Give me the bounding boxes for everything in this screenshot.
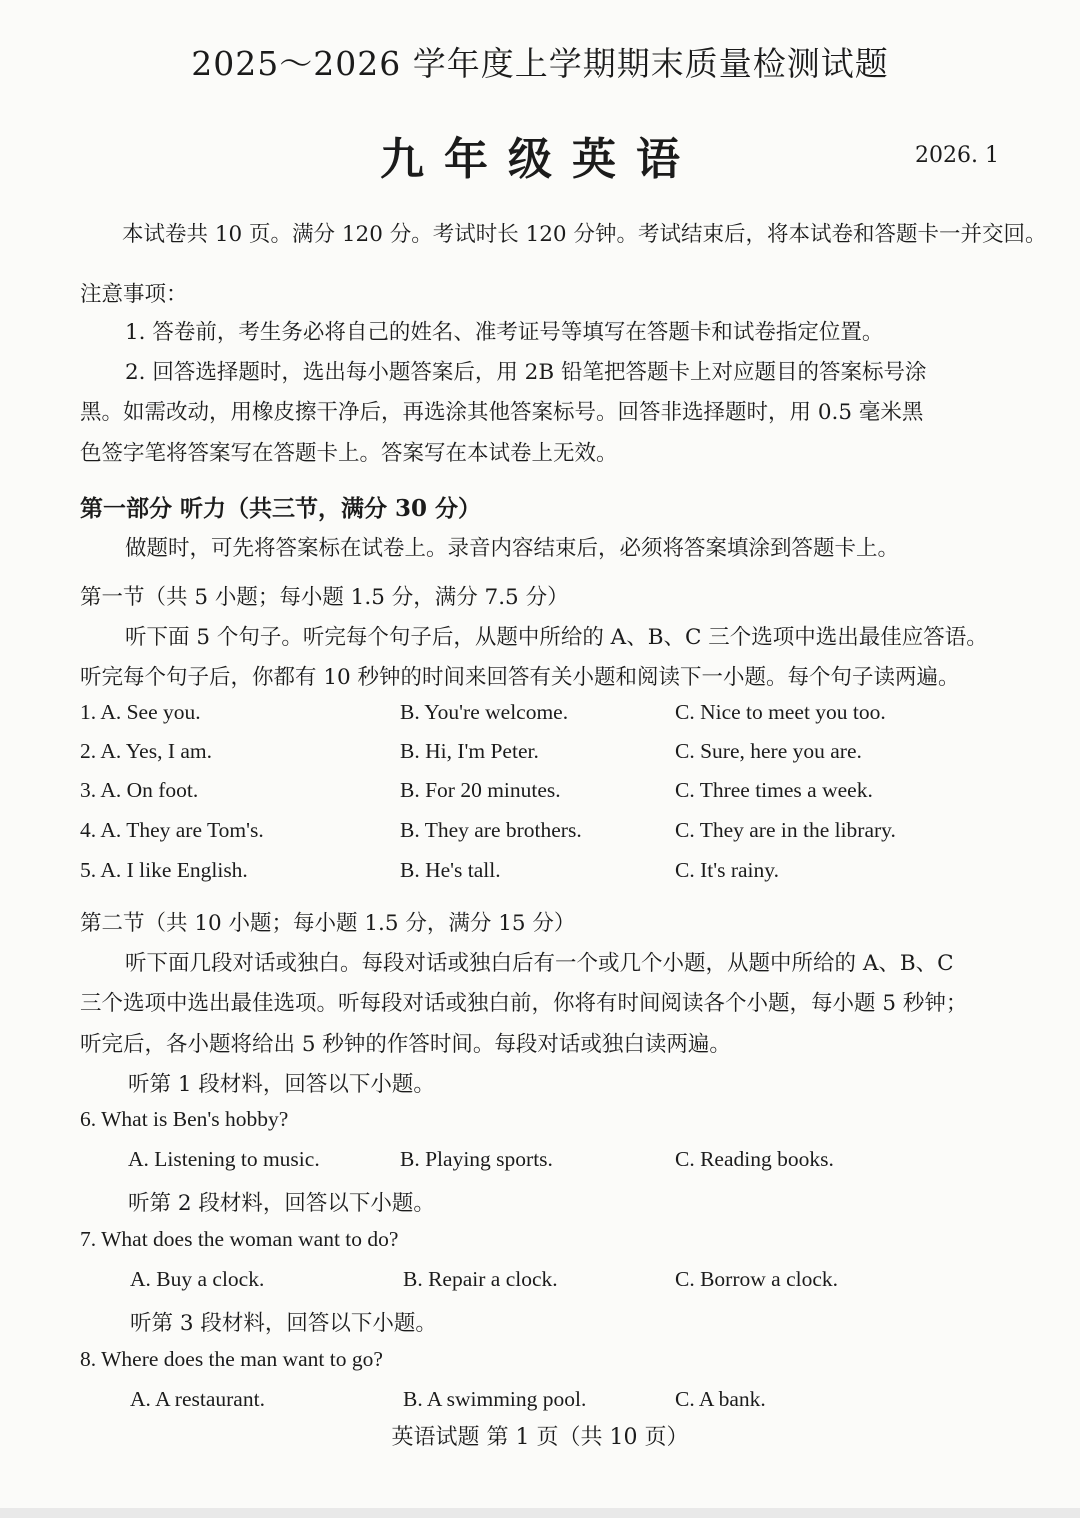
question-7: 7. What does the woman want to do? xyxy=(80,1227,399,1251)
section1-heading: 第一节（共 5 小题；每小题 1.5 分，满分 7.5 分） xyxy=(80,585,569,610)
section1-instruction: 听下面 5 个句子。听完每个句子后，从题中所给的 A、B、C 三个选项中选出最佳应答语。 xyxy=(125,625,988,650)
exam-intro: 本试卷共 10 页。满分 120 分。考试时长 120 分钟。考试结束后，将本试卷和答题卡一并交回。 xyxy=(122,222,1047,247)
material-cue: 听第 2 段材料，回答以下小题。 xyxy=(128,1191,435,1216)
section2-instruction: 听下面几段对话或独白。每段对话或独白后有一个或几个小题，从题中所给的 A、B、C xyxy=(125,951,954,976)
section1-instruction: 听完每个句子后，你都有 10 秒钟的时间来回答有关小题和阅读下一小题。每个句子读两遍。 xyxy=(80,665,960,690)
material-cue: 听第 1 段材料，回答以下小题。 xyxy=(128,1072,435,1097)
question-5-option-c: C. It's rainy. xyxy=(675,858,779,882)
question-7-option-b: B. Repair a clock. xyxy=(403,1267,558,1291)
exam-title: 2025～2026 学年度上学期期末质量检测试题 xyxy=(191,44,889,83)
question-1-option-b: B. You're welcome. xyxy=(400,700,569,724)
bottom-strip xyxy=(0,1508,1080,1518)
question-4-option-c: C. They are in the library. xyxy=(675,818,896,842)
question-7-option-c: C. Borrow a clock. xyxy=(675,1267,839,1291)
notice-heading: 注意事项： xyxy=(80,282,188,307)
question-3-option-b: B. For 20 minutes. xyxy=(400,778,561,802)
part1-instruction: 做题时，可先将答案标在试卷上。录音内容结束后，必须将答案填涂到答题卡上。 xyxy=(125,536,900,561)
section2-instruction: 三个选项中选出最佳选项。听每段对话或独白前，你将有时间阅读各个小题，每小题 5 秒钟； xyxy=(80,991,968,1016)
notice-item: 黑。如需改动，用橡皮擦干净后，再选涂其他答案标号。回答非选择题时，用 0.5 毫米黑 xyxy=(80,400,924,425)
question-7-option-a: A. Buy a clock. xyxy=(130,1267,265,1291)
question-6: 6. What is Ben's hobby? xyxy=(80,1107,289,1131)
subject-title: 九年级英语 xyxy=(380,134,700,185)
question-8-option-a: A. A restaurant. xyxy=(130,1387,265,1411)
exam-date: 2026. 1 xyxy=(915,143,999,168)
notice-item: 色签字笔将答案写在答题卡上。答案写在本试卷上无效。 xyxy=(80,441,618,466)
section2-heading: 第二节（共 10 小题；每小题 1.5 分，满分 15 分） xyxy=(80,911,576,936)
question-6-option-b: B. Playing sports. xyxy=(400,1147,553,1171)
notice-item: 1. 答卷前，考生务必将自己的姓名、准考证号等填写在答题卡和试卷指定位置。 xyxy=(125,320,884,345)
question-3-option-a: 3. A. On foot. xyxy=(80,778,199,802)
page-footer: 英语试题 第 1 页（共 10 页） xyxy=(391,1425,689,1450)
question-8-option-b: B. A swimming pool. xyxy=(403,1387,587,1411)
question-8: 8. Where does the man want to go? xyxy=(80,1347,383,1371)
section2-instruction: 听完后，各小题将给出 5 秒钟的作答时间。每段对话或独白读两遍。 xyxy=(80,1032,731,1057)
question-6-option-a: A. Listening to music. xyxy=(128,1147,320,1171)
question-1-option-c: C. Nice to meet you too. xyxy=(675,700,886,724)
part1-heading: 第一部分 听力（共三节，满分 30 分） xyxy=(80,495,482,522)
question-2-option-c: C. Sure, here you are. xyxy=(675,739,862,763)
notice-item: 2. 回答选择题时，选出每小题答案后，用 2B 铅笔把答题卡上对应题目的答案标号涂 xyxy=(125,360,927,385)
question-5-option-b: B. He's tall. xyxy=(400,858,501,882)
question-4-option-b: B. They are brothers. xyxy=(400,818,582,842)
question-6-option-c: C. Reading books. xyxy=(675,1147,834,1171)
material-cue: 听第 3 段材料，回答以下小题。 xyxy=(130,1311,437,1336)
question-5-option-a: 5. A. I like English. xyxy=(80,858,248,882)
question-4-option-a: 4. A. They are Tom's. xyxy=(80,818,264,842)
question-2-option-a: 2. A. Yes, I am. xyxy=(80,739,213,763)
question-8-option-c: C. A bank. xyxy=(675,1387,766,1411)
question-3-option-c: C. Three times a week. xyxy=(675,778,873,802)
question-2-option-b: B. Hi, I'm Peter. xyxy=(400,739,539,763)
question-1-option-a: 1. A. See you. xyxy=(80,700,201,724)
